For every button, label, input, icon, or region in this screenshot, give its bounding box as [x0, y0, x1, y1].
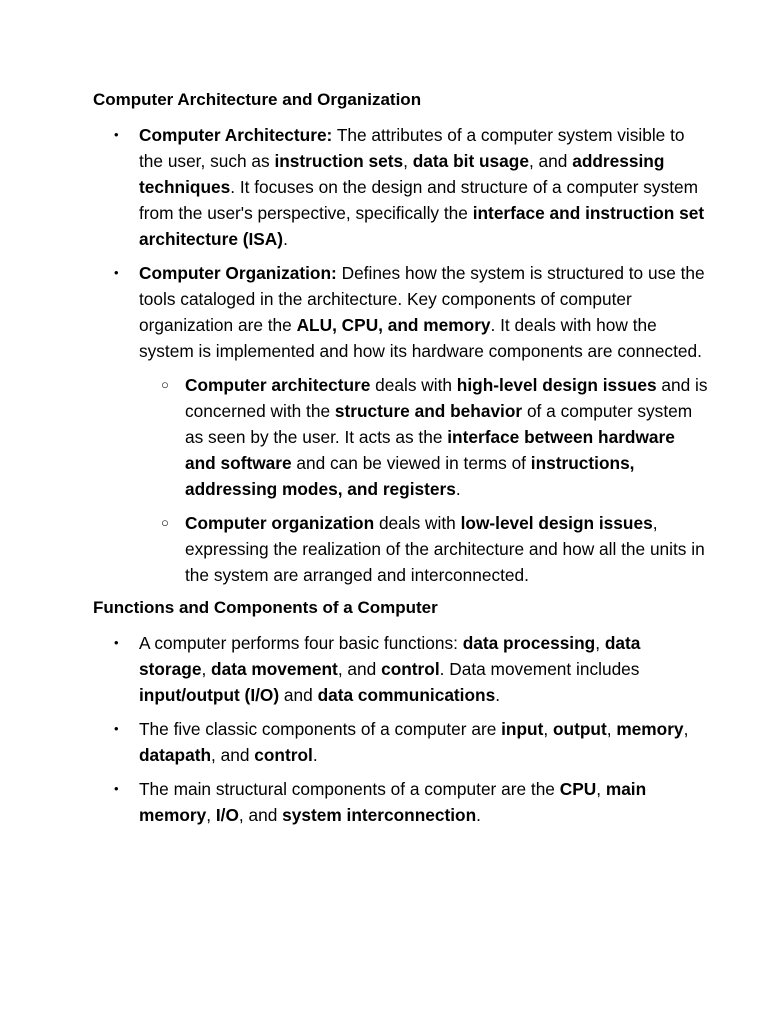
term: control	[381, 659, 440, 679]
hollow-bullet-icon: ○	[161, 377, 169, 392]
term-computer-organization: Computer Organization:	[139, 263, 337, 283]
term: low-level design issues	[460, 513, 653, 533]
term: memory	[616, 719, 684, 739]
architecture-list	[93, 122, 708, 588]
text: ,	[683, 719, 689, 739]
text: . Data movement includes	[439, 659, 640, 679]
term-addressing-techniques: addressing techniques	[139, 151, 665, 197]
term: Computer architecture	[185, 375, 371, 395]
text: , and	[528, 151, 573, 171]
text: of a computer system as seen by the user. It acts as the	[185, 401, 693, 447]
term-isa: interface and instruction set architecture (ISA)	[139, 203, 705, 249]
text: and can be viewed in terms of	[291, 453, 531, 473]
text: , and	[238, 805, 283, 825]
term: datapath	[139, 745, 212, 765]
text: ,	[201, 659, 212, 679]
text: .	[495, 685, 501, 705]
text: ,	[596, 779, 606, 799]
term: CPU	[559, 779, 597, 799]
text: and	[279, 685, 318, 705]
term: input	[501, 719, 544, 739]
hollow-bullet-icon: ○	[161, 515, 169, 530]
term: control	[254, 745, 313, 765]
sub-list	[139, 372, 708, 588]
term: I/O	[215, 805, 239, 825]
bullet-icon: •	[114, 781, 119, 796]
text: The attributes of a computer system visible to the user, such as	[139, 125, 685, 171]
sub-item-organization	[139, 510, 708, 588]
section-heading-architecture: Computer Architecture and Organization	[93, 90, 422, 109]
text: , expressing the realization of the architecture and how all the units in the system are arranged and interconnected.	[185, 513, 705, 585]
sub-item-architecture	[139, 372, 708, 502]
bullet-icon: •	[114, 265, 119, 280]
text: .	[283, 229, 288, 249]
text: The main structural components of a computer are the	[139, 779, 560, 799]
functions-list	[93, 630, 708, 828]
bullet-icon: •	[114, 635, 119, 650]
term-data-bit-usage: data bit usage	[412, 151, 529, 171]
text: . It focuses on the design and structure of a computer system from the user's perspective, specifically the	[139, 177, 699, 223]
term: instructions, addressing modes, and registers	[185, 453, 635, 499]
term: data communications	[317, 685, 496, 705]
list-item-classic-components	[93, 716, 708, 768]
term: system interconnection	[282, 805, 477, 825]
term: data storage	[139, 633, 641, 679]
text: ,	[543, 719, 553, 739]
section-heading-functions: Functions and Components of a Computer	[93, 598, 438, 617]
text: ,	[606, 719, 617, 739]
text: A computer performs four basic functions:	[139, 633, 463, 653]
term: data movement	[211, 659, 338, 679]
text: deals with	[370, 375, 457, 395]
term-alu-cpu-memory: ALU, CPU, and memory	[296, 315, 491, 335]
term: output	[552, 719, 607, 739]
text: .	[312, 745, 318, 765]
term: data processing	[462, 633, 596, 653]
text: deals with	[374, 513, 461, 533]
bullet-icon: •	[114, 721, 119, 736]
list-item-computer-architecture	[93, 122, 708, 252]
text: .	[455, 479, 461, 499]
bullet-icon: •	[114, 127, 119, 142]
text: ,	[403, 151, 413, 171]
list-item-structural-components	[93, 776, 708, 828]
term: interface between hardware and software	[185, 427, 675, 473]
term: structure and behavior	[334, 401, 523, 421]
term: Computer organization	[185, 513, 375, 533]
term-instruction-sets: instruction sets	[274, 151, 404, 171]
list-item-basic-functions	[93, 630, 708, 708]
text: , and	[337, 659, 382, 679]
text: and is concerned with the	[185, 375, 708, 421]
text: ,	[206, 805, 216, 825]
term: input/output (I/O)	[139, 685, 280, 705]
text: , and	[211, 745, 255, 765]
term: main memory	[139, 779, 647, 825]
text: ,	[595, 633, 605, 653]
text: Defines how the system is structured to use the tools cataloged in the architecture. Key components of computer organization are the	[139, 263, 705, 335]
term: high-level design issues	[456, 375, 657, 395]
text: .	[476, 805, 481, 825]
text: The five classic components of a computer are	[139, 719, 502, 739]
list-item-computer-organization	[93, 260, 708, 588]
term-computer-architecture: Computer Architecture:	[139, 125, 333, 145]
text: . It deals with how the system is implemented and how its hardware components are connected.	[139, 315, 702, 361]
